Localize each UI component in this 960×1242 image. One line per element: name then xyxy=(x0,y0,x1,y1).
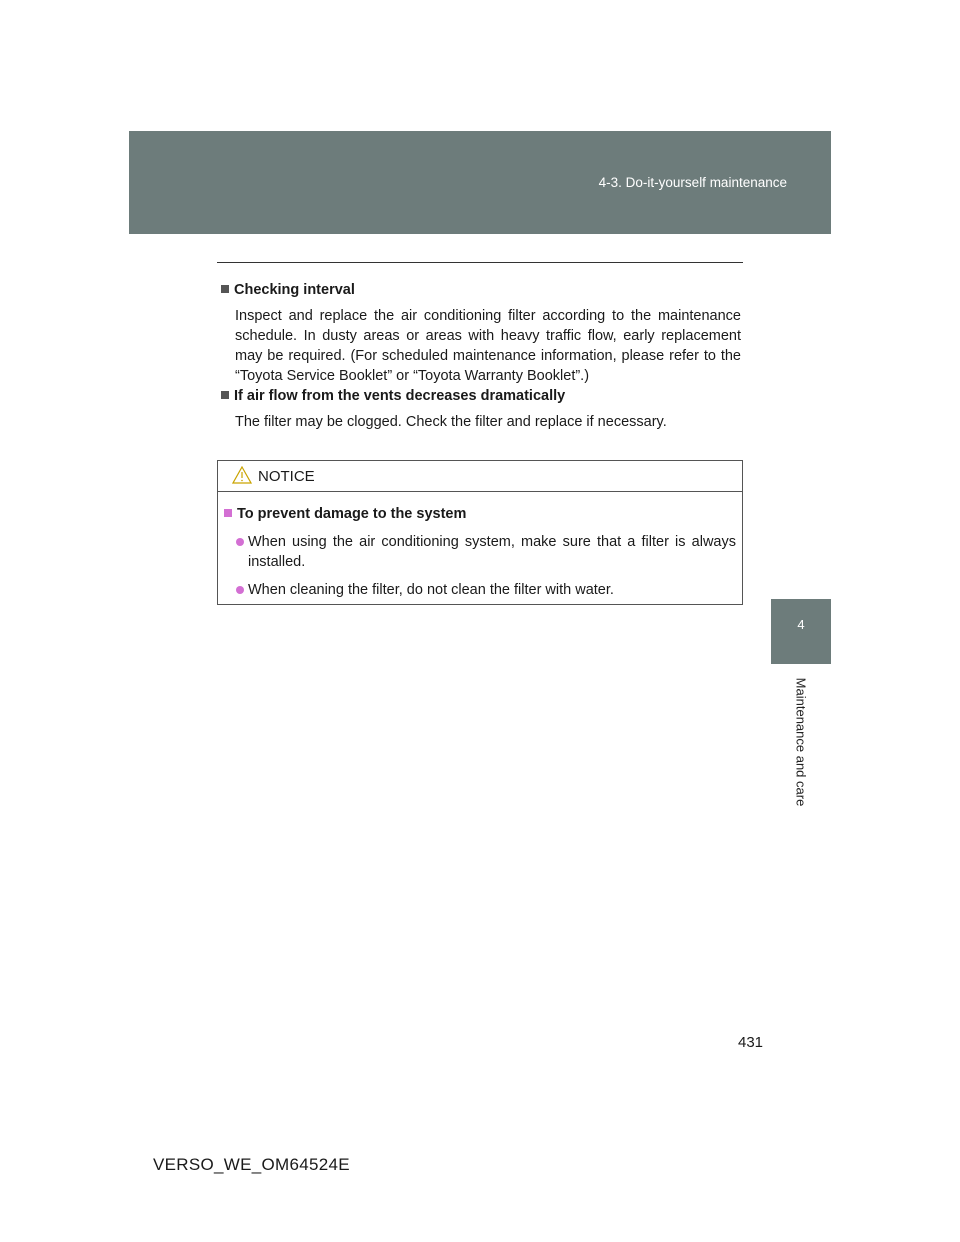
bullet-dot-icon xyxy=(236,538,244,546)
square-bullet-icon xyxy=(221,391,229,399)
notice-bullet: When using the air conditioning system, make sure that a filter is always installed. xyxy=(224,532,736,572)
section-heading: Checking interval xyxy=(234,282,355,298)
page-number: 431 xyxy=(738,1034,764,1051)
section-title: 4-3. Do-it-yourself maintenance xyxy=(598,175,787,190)
header-band xyxy=(129,131,831,234)
section-heading: If air flow from the vents decreases dramatically xyxy=(234,388,566,404)
square-bullet-icon xyxy=(221,285,229,293)
chapter-tab xyxy=(771,599,831,664)
notice-bullet: When cleaning the filter, do not clean the filter with water. xyxy=(224,580,736,600)
section-divider xyxy=(217,262,743,263)
notice-heading: To prevent damage to the system xyxy=(237,506,467,522)
square-bullet-icon xyxy=(224,509,232,517)
notice-box xyxy=(217,460,743,605)
section-air-flow xyxy=(221,386,741,432)
notice-title: NOTICE xyxy=(258,468,315,485)
chapter-label: Maintenance and care xyxy=(793,677,809,807)
bullet-dot-icon xyxy=(236,586,244,594)
document-code: VERSO_WE_OM64524E xyxy=(153,1155,350,1174)
chapter-number: 4 xyxy=(797,617,805,632)
section-body: Inspect and replace the air conditioning filter according to the maintenance schedule. In dusty areas or areas with heavy traffic flow, early replacement may be required. (For scheduled maintenance information, please refer to the “Toyota Service Booklet” or “Toyota Warranty Booklet”.) xyxy=(235,308,741,384)
warning-triangle-icon xyxy=(232,466,252,484)
section-checking-interval xyxy=(221,280,741,386)
section-body: The filter may be clogged. Check the filter and replace if necessary. xyxy=(235,414,667,430)
notice-header xyxy=(218,461,742,492)
